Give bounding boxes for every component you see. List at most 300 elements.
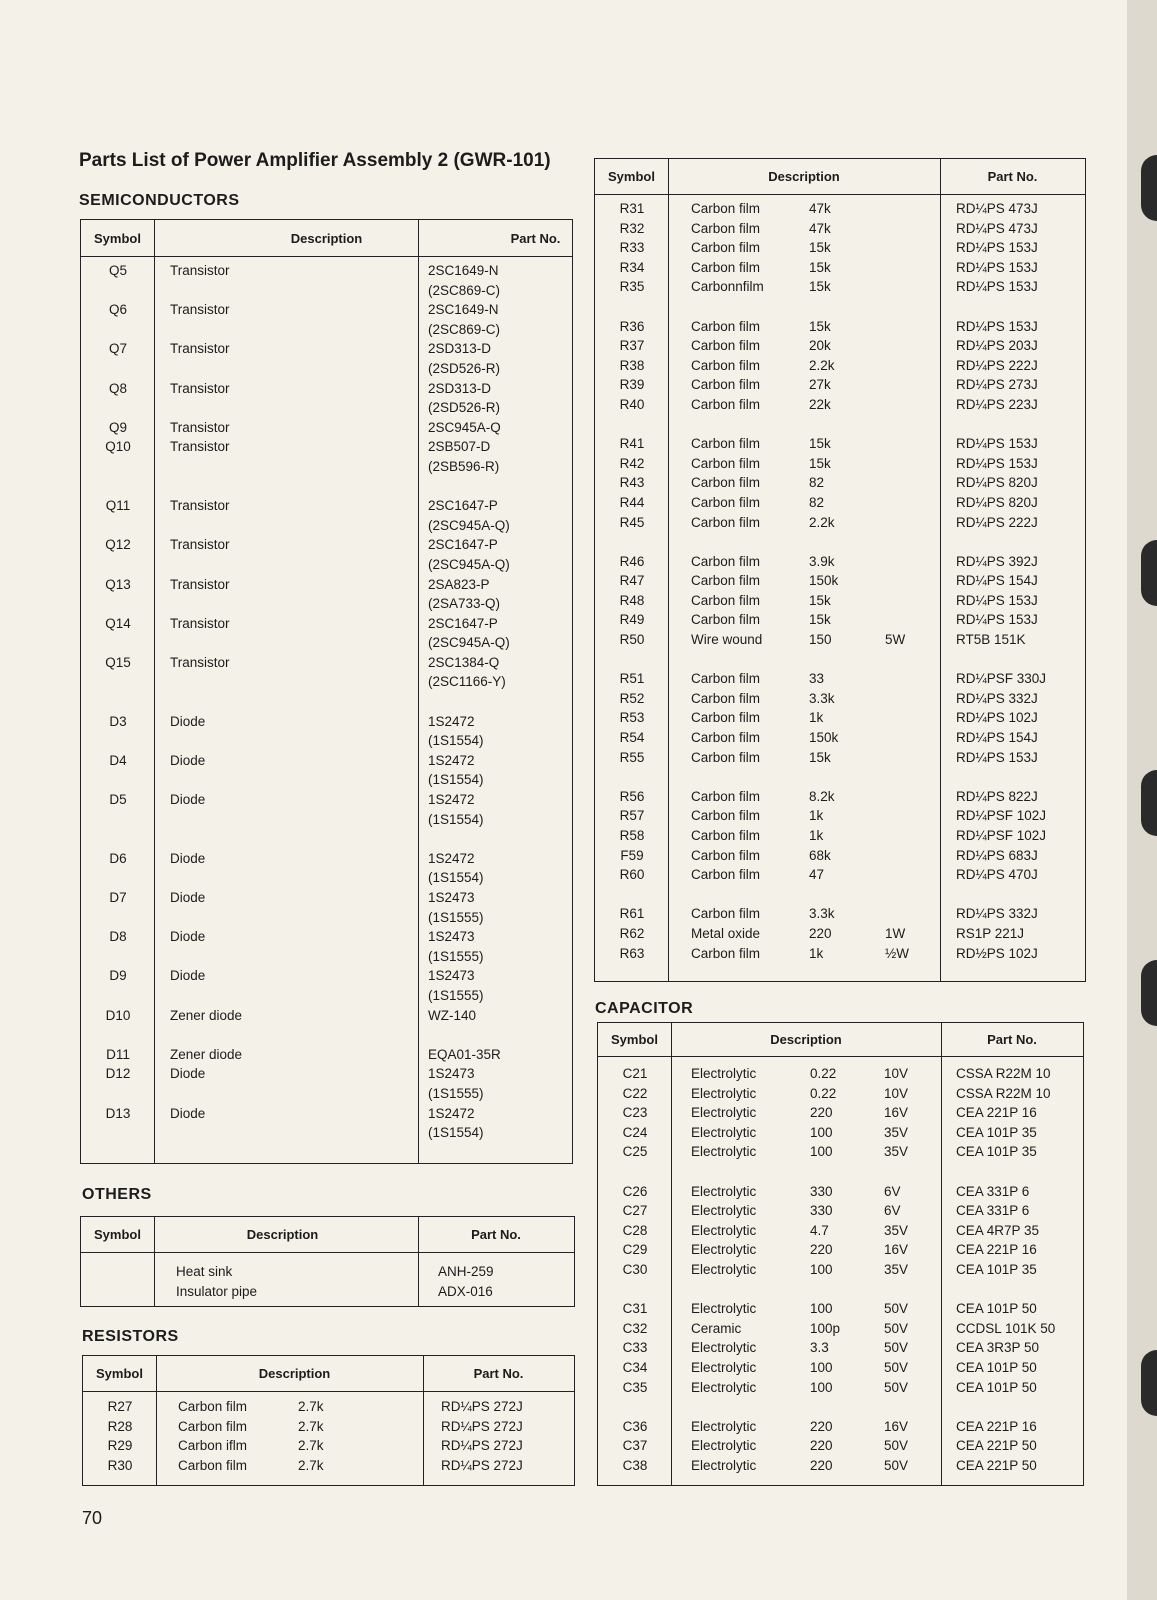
- cell-part: ANH-259: [438, 1264, 494, 1279]
- binder-hole: [1141, 770, 1157, 836]
- cell-desc: Carbon film: [691, 436, 761, 452]
- cell-sym: R39: [619, 377, 645, 393]
- cell-val: 2.7k: [298, 1438, 324, 1454]
- header-part-no: Part No.: [987, 169, 1038, 184]
- table-row: [595, 904, 1085, 924]
- table-row: [595, 493, 1085, 513]
- cell-val: 330: [810, 1183, 833, 1199]
- table-row: [81, 1104, 572, 1124]
- table-row: [595, 708, 1085, 728]
- table-row: [598, 1378, 1083, 1398]
- cell-sym: C25: [622, 1144, 648, 1160]
- header-symbol: Symbol: [608, 169, 655, 184]
- cell-part: CEA 101P 50: [956, 1379, 1037, 1395]
- cell-desc: Carbon film: [691, 749, 761, 765]
- cell-part: CEA 101P 35: [956, 1144, 1037, 1160]
- cell-part: RD¼PS 332J: [956, 906, 1038, 922]
- table-row: [595, 513, 1085, 533]
- cell-sym: Q9: [108, 419, 127, 435]
- capacitor-table: [597, 1022, 1084, 1486]
- table-row: [595, 728, 1085, 748]
- table-row: [595, 238, 1085, 258]
- cell-desc: Transistor: [170, 419, 230, 435]
- cell-sym: R44: [619, 494, 645, 510]
- header-part-no: Part No.: [471, 1227, 521, 1242]
- cell-part: RD¼PS 822J: [956, 788, 1038, 804]
- table-row: [81, 555, 572, 575]
- cell-sym: C31: [622, 1301, 648, 1317]
- cell-desc: Electrolytic: [691, 1124, 757, 1140]
- cell-sym: Q11: [105, 498, 131, 514]
- cell-sym: C37: [622, 1438, 648, 1454]
- cell-sym: Q14: [105, 615, 131, 631]
- cell-sym: R62: [619, 925, 645, 941]
- cell-part: 1S2472: [428, 1105, 475, 1121]
- semiconductors-title: SEMICONDUCTORS: [79, 192, 240, 209]
- table-row: [595, 258, 1085, 278]
- header-description: Description: [246, 1227, 319, 1242]
- header-description: Description: [290, 230, 363, 246]
- cell-sym: R35: [619, 279, 645, 295]
- cell-sym: Q12: [105, 537, 131, 553]
- cell-sym: Q7: [108, 341, 127, 357]
- semiconductors-table: [80, 219, 573, 1164]
- cell-sym: R37: [619, 338, 645, 354]
- cell-part: CEA 221P 16: [956, 1242, 1037, 1258]
- cell-val: 2.7k: [298, 1399, 324, 1414]
- table-row: [595, 571, 1085, 591]
- table-row: [81, 300, 572, 320]
- cell-part: RD¼PSF 102J: [956, 808, 1047, 824]
- table-row: [595, 317, 1085, 337]
- cell-val: 2.2k: [809, 514, 835, 530]
- cell-part: RD¼PS 272J: [441, 1438, 523, 1454]
- cell-sym: R48: [619, 592, 645, 608]
- cell-sym: R57: [619, 808, 645, 824]
- table-row: [598, 1260, 1083, 1280]
- cell-desc: Electrolytic: [691, 1457, 757, 1473]
- resistors-title: RESISTORS: [82, 1328, 179, 1345]
- cell-part: (1S1555): [428, 909, 484, 925]
- cell-sym: C30: [622, 1261, 648, 1277]
- table-row: [81, 614, 572, 634]
- header-description: Description: [768, 169, 840, 184]
- table-row: [81, 437, 572, 457]
- cell-sym: Q8: [108, 380, 127, 396]
- cell-sym: R40: [619, 396, 645, 412]
- cell-desc: Carbon film: [691, 357, 761, 373]
- cell-part: 2SA823-P: [428, 576, 490, 592]
- cell-sym: R50: [619, 632, 645, 648]
- cell-sym: R53: [619, 710, 645, 726]
- cell-part: (1S1554): [428, 811, 484, 827]
- cell-part: 1S2472: [428, 792, 475, 808]
- cell-sym: D5: [109, 792, 127, 808]
- cell-val: 100: [810, 1301, 833, 1317]
- cell-desc: Electrolytic: [691, 1203, 757, 1219]
- table-row: [598, 1436, 1083, 1456]
- cell-part: RD¼PSF 330J: [956, 671, 1047, 687]
- table-row: [81, 790, 572, 810]
- cell-desc: Carbon film: [178, 1399, 248, 1414]
- resistors-table: [82, 1355, 575, 1486]
- cell-desc: Electrolytic: [691, 1418, 757, 1434]
- cell-sym: C28: [622, 1222, 648, 1238]
- table-row: [595, 826, 1085, 846]
- table-row: [81, 712, 572, 732]
- cell-val: 220: [810, 1418, 833, 1434]
- cell-part: 2SC1649-N: [428, 263, 499, 278]
- cell-sym: Q13: [105, 576, 131, 592]
- cell-part: RT5B 151K: [956, 632, 1026, 648]
- table-row: [81, 731, 572, 751]
- table-row: [83, 1456, 574, 1476]
- cell-sym: Q10: [105, 439, 131, 455]
- cell-desc: Zener diode: [170, 1007, 243, 1023]
- cell-desc: Carbon film: [178, 1418, 248, 1434]
- table-row: [595, 630, 1085, 650]
- cell-part: RD¼PS 820J: [956, 494, 1038, 510]
- cell-part: 2SD313-D: [428, 341, 492, 357]
- cell-val: 2.2k: [809, 357, 835, 373]
- cell-part: RD¼PS 272J: [441, 1457, 523, 1473]
- cell-desc: Carbon film: [691, 220, 761, 236]
- cell-part: (2SC945A-Q): [428, 635, 510, 651]
- cell-val: 330: [810, 1203, 833, 1219]
- cell-part: 2SD313-D: [428, 380, 492, 396]
- binder-hole: [1141, 155, 1157, 221]
- cell-rat: 50V: [884, 1301, 909, 1317]
- cell-desc: Diode: [170, 792, 206, 808]
- table-row: [598, 1182, 1083, 1202]
- cell-rat: 10V: [884, 1085, 909, 1101]
- table-row: [598, 1299, 1083, 1319]
- cell-desc: Diode: [170, 752, 206, 768]
- cell-sym: R63: [619, 945, 645, 961]
- cell-val: 8.2k: [809, 788, 835, 804]
- table-row: [598, 1358, 1083, 1378]
- cell-part: RD¼PS 153J: [956, 279, 1038, 295]
- others-table: [80, 1216, 575, 1307]
- cell-part: 1S2472: [428, 752, 475, 768]
- cell-rat: 50V: [884, 1438, 909, 1454]
- row-spacer: [595, 415, 1085, 435]
- cell-desc: Diode: [170, 1105, 206, 1121]
- cell-part: 1S2473: [428, 890, 475, 905]
- cell-sym: R51: [619, 671, 645, 687]
- header-symbol: Symbol: [96, 1366, 143, 1381]
- row-spacer: [595, 885, 1085, 905]
- table-row: [81, 496, 572, 516]
- cell-sym: R29: [107, 1438, 133, 1454]
- cell-part: RD¼PSF 102J: [956, 828, 1047, 843]
- header-description: Description: [258, 1366, 331, 1381]
- row-spacer: [598, 1162, 1083, 1182]
- cell-desc: Carbon film: [691, 240, 761, 256]
- cell-part: RD¼PS 820J: [956, 475, 1038, 491]
- cell-val: 82: [809, 494, 825, 510]
- table-row: [595, 944, 1085, 964]
- cell-sym: Q6: [108, 302, 127, 318]
- cell-part: CEA 101P 50: [956, 1359, 1037, 1375]
- cell-val: 3.9k: [809, 553, 835, 569]
- cell-part: RD¼PS 222J: [956, 357, 1038, 373]
- cell-sym: R49: [619, 612, 645, 628]
- cell-part: (2SA733-Q): [428, 596, 501, 612]
- cell-val: 220: [810, 1457, 833, 1473]
- cell-val: 15k: [809, 240, 831, 256]
- cell-part: RD¼PS 154J: [956, 730, 1038, 746]
- cell-val: 2.7k: [298, 1457, 324, 1473]
- cell-val: 0.22: [810, 1085, 837, 1101]
- cell-rat: 16V: [884, 1418, 909, 1434]
- table-row: [595, 689, 1085, 709]
- cell-sym: C38: [622, 1457, 648, 1473]
- cell-rat: 35V: [884, 1124, 909, 1140]
- table-row: [598, 1319, 1083, 1339]
- cell-desc: Ceramic: [691, 1320, 742, 1336]
- binder-hole: [1141, 1350, 1157, 1416]
- cell-part: RD¼PS 153J: [956, 612, 1038, 628]
- table-row: [595, 787, 1085, 807]
- table-row: [595, 199, 1085, 219]
- cell-sym: R55: [619, 749, 645, 765]
- table-row: [81, 908, 572, 928]
- table-row: [598, 1201, 1083, 1221]
- cell-sym: D13: [105, 1105, 131, 1121]
- cell-val: 220: [810, 1105, 833, 1121]
- cell-desc: Transistor: [170, 341, 230, 357]
- cell-part: 1S2472: [428, 713, 475, 729]
- table-row: [595, 748, 1085, 768]
- cell-desc: Transistor: [170, 615, 230, 631]
- cell-desc: Carbon film: [691, 847, 761, 863]
- table-row: [81, 1064, 572, 1084]
- cell-rat: 35V: [884, 1222, 909, 1238]
- cell-sym: R34: [619, 259, 645, 275]
- cell-val: 1k: [809, 945, 824, 961]
- cell-sym: D12: [105, 1066, 131, 1082]
- cell-val: 15k: [809, 612, 831, 628]
- table-row: [598, 1221, 1083, 1241]
- cell-rat: 35V: [884, 1261, 909, 1277]
- cell-val: 3.3k: [809, 690, 835, 706]
- cell-sym: D11: [106, 1046, 130, 1062]
- cell-desc: Transistor: [170, 498, 230, 514]
- cell-sym: C26: [622, 1183, 648, 1199]
- cell-part: CCDSL 101K 50: [956, 1320, 1056, 1336]
- cell-part: ADX-016: [438, 1283, 493, 1299]
- table-row: [83, 1436, 574, 1456]
- cell-rat: 50V: [884, 1457, 909, 1473]
- row-spacer: [81, 829, 572, 849]
- table-row: [598, 1123, 1083, 1143]
- cell-desc: Electrolytic: [691, 1379, 757, 1395]
- cell-sym: C27: [622, 1203, 648, 1219]
- cell-desc: Carbon film: [691, 338, 761, 354]
- cell-val: 22k: [809, 396, 831, 412]
- cell-val: 0.22: [810, 1066, 837, 1081]
- cell-val: 220: [810, 1242, 833, 1258]
- cell-val: 68k: [809, 847, 831, 863]
- cell-sym: C21: [622, 1066, 648, 1081]
- cell-desc: Carbon film: [691, 396, 761, 412]
- table-row: [81, 1006, 572, 1026]
- cell-part: RD¼PS 203J: [956, 338, 1038, 354]
- table-row: [81, 1045, 572, 1065]
- row-spacer: [595, 650, 1085, 670]
- cell-desc: Electrolytic: [691, 1222, 757, 1238]
- cell-part: CSSA R22M 10: [956, 1085, 1051, 1101]
- cell-sym: R32: [619, 220, 645, 236]
- table-row: [595, 552, 1085, 572]
- cell-desc: Carbon film: [691, 573, 761, 589]
- table-row: [595, 395, 1085, 415]
- header-symbol: Symbol: [94, 230, 141, 246]
- cell-sym: R27: [107, 1399, 133, 1414]
- cell-val: 150: [809, 632, 832, 648]
- cell-part: 2SC1647-P: [428, 537, 498, 553]
- cell-val: 27k: [809, 377, 831, 393]
- cell-part: RD¼PS 332J: [956, 690, 1038, 706]
- cell-sym: R56: [619, 788, 645, 804]
- cell-part: 1S2473: [428, 1066, 475, 1082]
- table-row: [81, 379, 572, 399]
- cell-part: RD¼PS 392J: [956, 553, 1038, 569]
- page-number: 70: [82, 1508, 103, 1528]
- cell-val: 100: [810, 1359, 833, 1375]
- table-row: [83, 1397, 574, 1417]
- cell-desc: Carbon film: [691, 494, 761, 510]
- cell-part: (1S1555): [428, 1085, 484, 1101]
- cell-rat: 50V: [884, 1379, 909, 1395]
- cell-sym: R43: [619, 475, 645, 491]
- cell-part: RD¼PS 473J: [956, 201, 1038, 216]
- cell-desc: Electrolytic: [691, 1066, 757, 1081]
- cell-desc: Electrolytic: [691, 1359, 757, 1375]
- cell-desc: Transistor: [170, 263, 230, 278]
- cell-val: 2.7k: [298, 1418, 324, 1434]
- cell-desc: Carbon film: [691, 828, 761, 843]
- cell-sym: F59: [620, 847, 644, 863]
- table-row: [595, 669, 1085, 689]
- cell-rat: 6V: [884, 1203, 901, 1219]
- cell-val: 220: [809, 925, 832, 941]
- cell-desc: Carbon film: [691, 514, 761, 530]
- row-spacer: [595, 767, 1085, 787]
- table-row: [81, 418, 572, 438]
- cell-val: 100: [810, 1124, 833, 1140]
- header-part-no: Part No.: [510, 230, 561, 246]
- cell-sym: R52: [619, 690, 645, 706]
- cell-part: 1S2472: [428, 850, 475, 866]
- table-row: [595, 806, 1085, 826]
- table-row: [598, 1338, 1083, 1358]
- cell-sym: R54: [619, 730, 645, 746]
- table-row: [598, 1240, 1083, 1260]
- table-row: [81, 770, 572, 790]
- table-row: [595, 219, 1085, 239]
- cell-part: RD¼PS 470J: [956, 867, 1038, 883]
- cell-val: 15k: [809, 318, 831, 334]
- cell-part: 2SB507-D: [428, 439, 491, 455]
- cell-val: 1k: [809, 828, 824, 843]
- header-symbol: Symbol: [94, 1227, 141, 1242]
- table-row: [81, 947, 572, 967]
- cell-rat: 10V: [884, 1066, 909, 1081]
- cell-part: RD¼PS 153J: [956, 318, 1038, 334]
- cell-sym: R28: [107, 1418, 133, 1434]
- cell-desc: Electrolytic: [691, 1242, 757, 1258]
- cell-desc: Transistor: [170, 576, 230, 592]
- cell-part: WZ-140: [428, 1007, 477, 1023]
- table-row: [81, 281, 572, 301]
- cell-rat: 50V: [884, 1340, 909, 1356]
- cell-sym: Q15: [105, 654, 131, 670]
- cell-desc: Carbon film: [691, 201, 761, 216]
- cell-desc: Carbon film: [691, 808, 761, 824]
- cell-part: CEA 3R3P 50: [956, 1340, 1040, 1356]
- table-row: [595, 454, 1085, 474]
- cell-desc: Insulator pipe: [176, 1283, 258, 1299]
- cell-part: (1S1554): [428, 772, 484, 788]
- cell-sym: R36: [619, 318, 645, 334]
- cell-part: RD¼PS 473J: [956, 220, 1038, 236]
- cell-val: 15k: [809, 455, 831, 471]
- cell-desc: Electrolytic: [691, 1105, 757, 1121]
- cell-val: 3.3k: [809, 906, 835, 922]
- resistors-continued-table: [594, 158, 1086, 982]
- capacitor-title: CAPACITOR: [595, 1000, 694, 1017]
- cell-val: 100: [810, 1379, 833, 1395]
- table-row: [595, 434, 1085, 454]
- cell-part: CEA 331P 6: [956, 1183, 1030, 1199]
- cell-part: (1S1554): [428, 870, 484, 886]
- cell-part: (2SB596-R): [428, 458, 500, 474]
- table-row: [81, 398, 572, 418]
- table-row: [81, 810, 572, 830]
- cell-rat: 50V: [884, 1359, 909, 1375]
- table-row: [81, 672, 572, 692]
- table-row: [598, 1417, 1083, 1437]
- cell-val: 3.3: [810, 1340, 829, 1356]
- cell-desc: Carbon film: [691, 710, 761, 726]
- cell-sym: R42: [619, 455, 645, 471]
- cell-desc: Electrolytic: [691, 1261, 757, 1277]
- cell-part: RD¼PS 153J: [956, 436, 1038, 452]
- cell-desc: Transistor: [170, 654, 230, 670]
- cell-sym: R33: [619, 240, 645, 256]
- cell-part: 1S2473: [428, 929, 475, 945]
- table-row: [81, 261, 572, 281]
- cell-part: CSSA R22M 10: [956, 1066, 1051, 1081]
- cell-part: RD¼PS 223J: [956, 396, 1038, 412]
- cell-part: (2SC869-C): [428, 321, 501, 337]
- table-row: [598, 1084, 1083, 1104]
- cell-val: 47k: [809, 201, 831, 216]
- cell-part: (2SC869-C): [428, 282, 501, 298]
- cell-part: (2SD526-R): [428, 360, 501, 376]
- cell-rat: 1W: [885, 925, 906, 941]
- cell-part: 2SC945A-Q: [428, 419, 501, 435]
- cell-part: 1S2473: [428, 968, 475, 984]
- cell-sym: D7: [109, 890, 127, 905]
- cell-val: 15k: [809, 592, 831, 608]
- binder-hole: [1141, 960, 1157, 1026]
- cell-val: 150k: [809, 573, 839, 589]
- cell-desc: Carbon film: [691, 318, 761, 334]
- cell-desc: Transistor: [170, 380, 230, 396]
